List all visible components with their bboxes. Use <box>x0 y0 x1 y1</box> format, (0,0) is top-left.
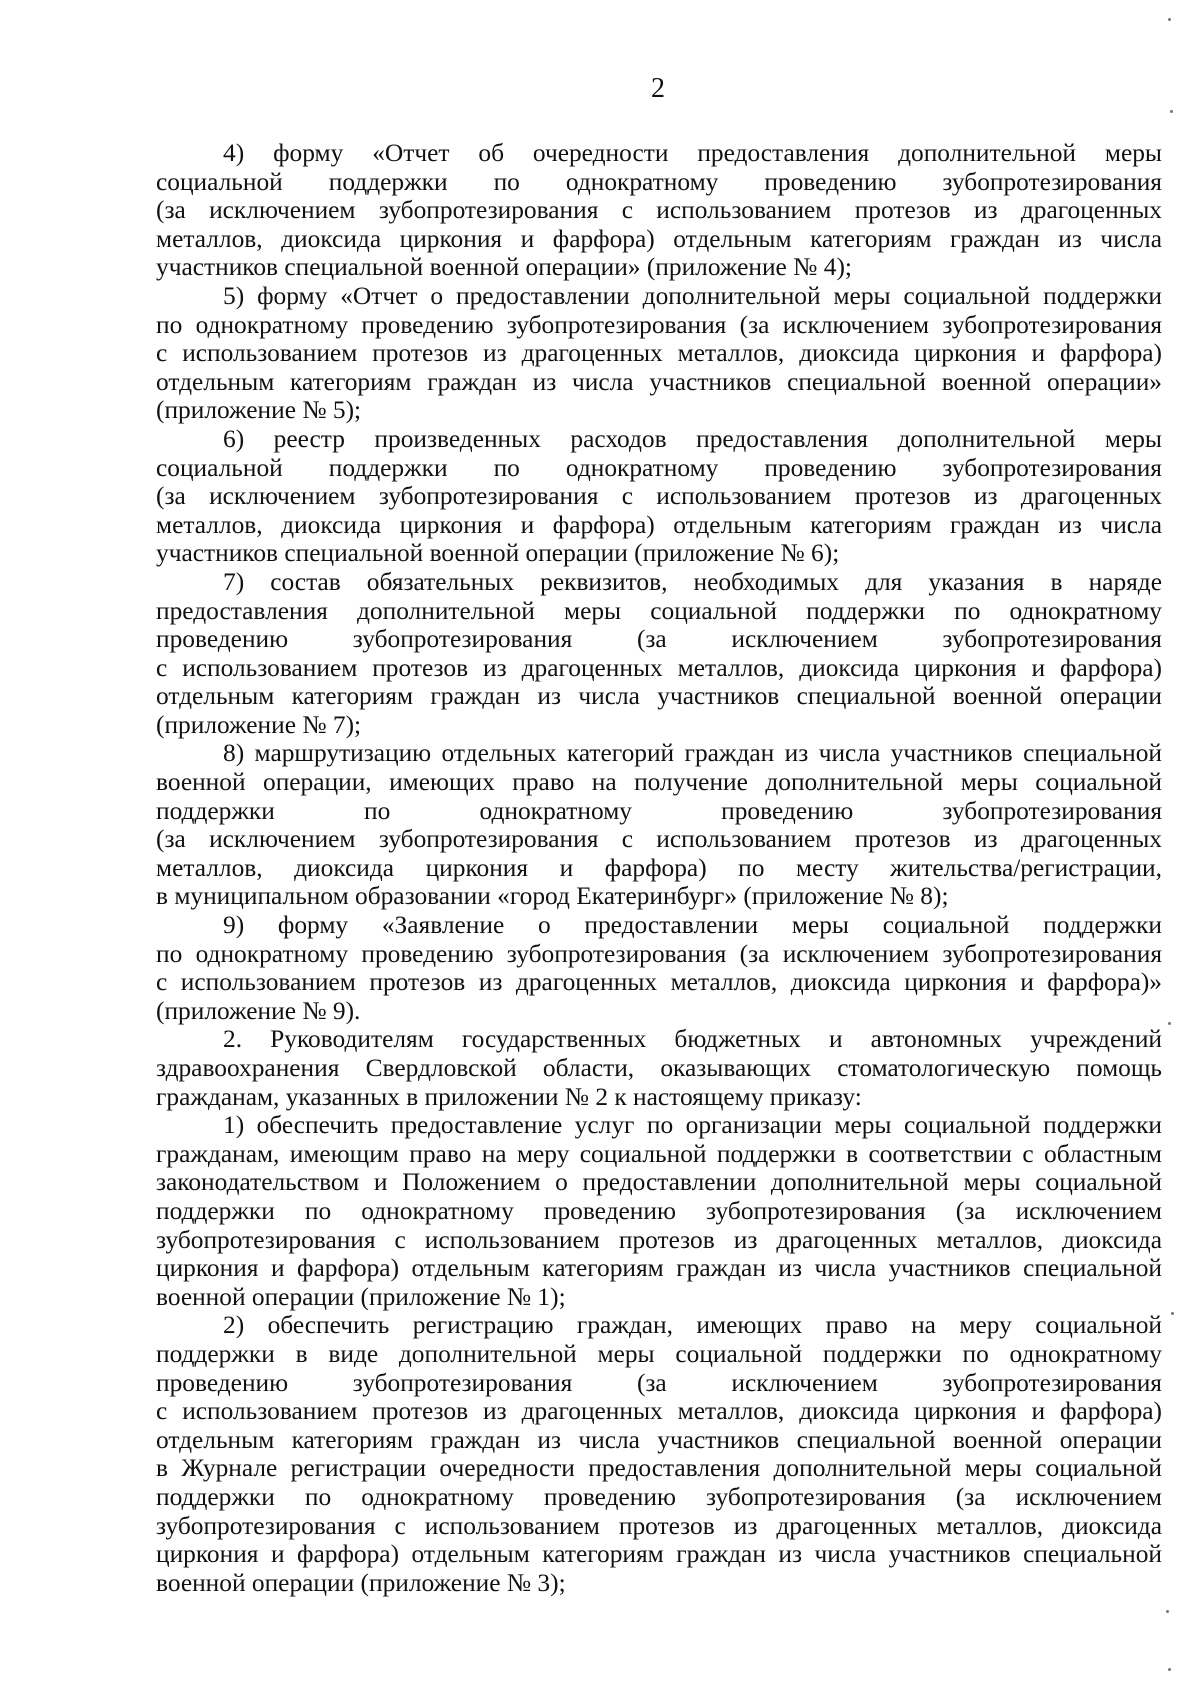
text-line: с использованием протезов из драгоценных металлов, диоксида циркония и фарфора) <box>156 653 1162 682</box>
text-line: с использованием протезов из драгоценных металлов, диоксида циркония и фарфора) <box>156 1397 1162 1426</box>
page-number: 2 <box>651 73 665 104</box>
text-line: здравоохранения Свердловской области, оказывающих стоматологическую помощь <box>156 1054 1162 1082</box>
text-line: циркония и фарфора) отдельным категориям граждан из числа участников специальной <box>156 1254 1162 1283</box>
text-line: с использованием протезов из драгоценных металлов, диоксида циркония и фарфора)» <box>156 968 1162 997</box>
text-line: 2) обеспечить регистрацию граждан, имеющих право на меру социальной <box>223 1311 1162 1340</box>
scan-speck <box>1168 1668 1171 1671</box>
paragraph-item-9 <box>156 911 1162 1025</box>
text-line: металлов, диоксида циркония и фарфора) отдельным категориям граждан из числа <box>156 510 1162 539</box>
text-line: поддержки по однократному проведению зубопротезирования (за исключением <box>156 1482 1162 1511</box>
text-line: 2. Руководителям государственных бюджетных и автономных учреждений <box>223 1025 1162 1054</box>
text-line: (за исключением зубопротезирования с использованием протезов из драгоценных <box>156 196 1162 225</box>
text-line: 6) реестр произведенных расходов предоставления дополнительной меры <box>223 424 1162 453</box>
text-line: (за исключением зубопротезирования с использованием протезов из драгоценных <box>156 825 1162 854</box>
paragraph-item-4 <box>156 139 1162 282</box>
paragraph-point-2-sub-1 <box>156 1111 1162 1311</box>
text-line: зубопротезирования с использованием протезов из драгоценных металлов, диоксида <box>156 1225 1162 1254</box>
text-line: поддержки по однократному проведению зубопротезирования (за исключением <box>156 1196 1162 1225</box>
scan-speck <box>1171 1312 1174 1315</box>
text-line: в Журнале регистрации очередности предоставления дополнительной меры социальной <box>156 1454 1162 1483</box>
text-line: циркония и фарфора) отдельным категориям граждан из числа участников специальной <box>156 1540 1162 1569</box>
text-line: проведению зубопротезирования (за исключением зубопротезирования <box>156 625 1162 654</box>
text-line: с использованием протезов из драгоценных металлов, диоксида циркония и фарфора) <box>156 339 1162 368</box>
paragraph-item-7 <box>156 568 1162 740</box>
text-line: поддержки по однократному проведению зубопротезирования <box>156 796 1162 825</box>
scan-speck <box>1168 18 1171 21</box>
text-line: участников специальной военной операции (приложение № 6); <box>156 539 840 568</box>
text-line: зубопротезирования с использованием протезов из драгоценных металлов, диоксида <box>156 1511 1162 1540</box>
document-body <box>156 139 1162 1597</box>
text-line: в муниципальном образовании «город Екатеринбург» (приложение № 8); <box>156 882 949 911</box>
text-line: металлов, диоксида циркония и фарфора) по месту жительства/регистрации, <box>156 853 1162 882</box>
text-line: (приложение № 9). <box>156 996 361 1025</box>
text-line: социальной поддержки по однократному проведению зубопротезирования <box>156 167 1162 196</box>
text-line: отдельным категориям граждан из числа участников специальной военной операции <box>156 1425 1162 1454</box>
text-line: участников специальной военной операции» (приложение № 4); <box>156 253 852 282</box>
text-line: предоставления дополнительной меры социальной поддержки по однократному <box>156 596 1162 625</box>
paragraph-item-6 <box>156 425 1162 568</box>
text-line: военной операции (приложение № 1); <box>156 1282 566 1311</box>
text-line: 7) состав обязательных реквизитов, необходимых для указания в наряде <box>223 567 1162 596</box>
text-line: социальной поддержки по однократному проведению зубопротезирования <box>156 453 1162 482</box>
text-line: проведению зубопротезирования (за исключением зубопротезирования <box>156 1368 1162 1397</box>
text-line: металлов, диоксида циркония и фарфора) отдельным категориям граждан из числа <box>156 224 1162 253</box>
scan-speck <box>1168 1022 1171 1025</box>
text-line: по однократному проведению зубопротезирования (за исключением зубопротезирования <box>156 939 1162 968</box>
text-line: 5) форму «Отчет о предоставлении дополнительной меры социальной поддержки <box>223 281 1162 310</box>
text-line: поддержки в виде дополнительной меры социальной поддержки по однократному <box>156 1339 1162 1368</box>
text-line: 8) маршрутизацию отдельных категорий граждан из числа участников специальной <box>223 739 1162 768</box>
text-line: (приложение № 5); <box>156 396 362 425</box>
text-line: отдельным категориям граждан из числа участников специальной военной операции <box>156 682 1162 711</box>
text-line: законодательством и Положением о предоставлении дополнительной меры социальной <box>156 1168 1162 1197</box>
text-line: гражданам, имеющим право на меру социальной поддержки в соответствии с областным <box>156 1139 1162 1168</box>
text-line: по однократному проведению зубопротезирования (за исключением зубопротезирования <box>156 310 1162 339</box>
text-line: гражданам, указанных в приложении № 2 к настоящему приказу: <box>156 1082 862 1111</box>
paragraph-point-2 <box>156 1025 1162 1111</box>
paragraph-point-2-sub-2 <box>156 1311 1162 1597</box>
scan-speck <box>1170 110 1173 113</box>
text-line: (приложение № 7); <box>156 710 362 739</box>
text-line: 9) форму «Заявление о предоставлении меры социальной поддержки <box>223 911 1162 940</box>
scan-speck <box>1166 1610 1169 1613</box>
text-line: отдельным категориям граждан из числа участников специальной военной операции» <box>156 367 1162 396</box>
paragraph-item-5 <box>156 282 1162 425</box>
paragraph-item-8 <box>156 739 1162 911</box>
text-line: 4) форму «Отчет об очередности предоставления дополнительной меры <box>223 139 1162 167</box>
text-line: военной операции, имеющих право на получение дополнительной меры социальной <box>156 768 1162 797</box>
text-line: военной операции (приложение № 3); <box>156 1568 566 1597</box>
text-line: 1) обеспечить предоставление услуг по организации меры социальной поддержки <box>223 1111 1162 1140</box>
text-line: (за исключением зубопротезирования с использованием протезов из драгоценных <box>156 482 1162 511</box>
